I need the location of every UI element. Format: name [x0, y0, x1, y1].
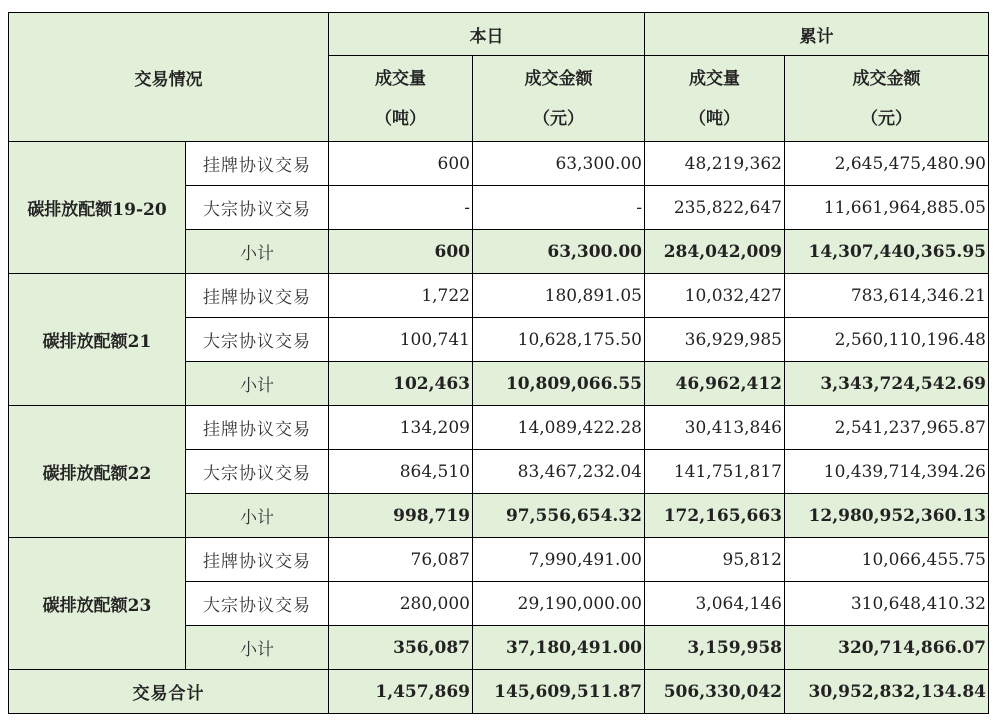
- cell-c-vol: 141,751,817: [645, 450, 785, 494]
- cell-d-vol: 134,209: [329, 406, 473, 450]
- cell-d-vol: 76,087: [329, 538, 473, 582]
- cell-d-amt: 7,990,491.00: [473, 538, 645, 582]
- cell-d-amt: 10,809,066.55: [473, 362, 645, 406]
- amount-unit: （元）: [861, 108, 912, 129]
- subtotal-label: 小计: [186, 626, 329, 670]
- amount-label: 成交金额: [852, 68, 921, 89]
- total-d-amt: 145,609,511.87: [473, 670, 645, 714]
- header-today-amount: [473, 56, 645, 142]
- group-name: 碳排放配额21: [9, 274, 186, 406]
- cell-d-vol: -: [329, 186, 473, 230]
- cell-d-vol: 864,510: [329, 450, 473, 494]
- cell-c-amt: 11,661,964,885.05: [785, 186, 989, 230]
- cell-d-amt: 83,467,232.04: [473, 450, 645, 494]
- cell-c-amt: 2,560,110,196.48: [785, 318, 989, 362]
- subtotal-label: 小计: [186, 362, 329, 406]
- cell-c-vol: 10,032,427: [645, 274, 785, 318]
- cell-d-amt: 37,180,491.00: [473, 626, 645, 670]
- cell-c-vol: 235,822,647: [645, 186, 785, 230]
- subtotal-label: 小计: [186, 494, 329, 538]
- cell-c-amt: 320,714,866.07: [785, 626, 989, 670]
- cell-d-amt: 63,300.00: [473, 230, 645, 274]
- cell-d-vol: 600: [329, 142, 473, 186]
- cell-c-amt: 10,066,455.75: [785, 538, 989, 582]
- total-c-vol: 506,330,042: [645, 670, 785, 714]
- trade-type: 挂牌协议交易: [186, 406, 329, 450]
- trade-type: 大宗协议交易: [186, 450, 329, 494]
- trade-type: 挂牌协议交易: [186, 274, 329, 318]
- trade-type: 大宗协议交易: [186, 186, 329, 230]
- cell-c-vol: 36,929,985: [645, 318, 785, 362]
- cell-c-vol: 3,159,958: [645, 626, 785, 670]
- cell-c-vol: 46,962,412: [645, 362, 785, 406]
- table-body: [9, 142, 989, 714]
- cell-c-amt: 783,614,346.21: [785, 274, 989, 318]
- header-cumulative-volume: [645, 56, 785, 142]
- cell-d-amt: 63,300.00: [473, 142, 645, 186]
- cell-c-amt: 2,645,475,480.90: [785, 142, 989, 186]
- cell-c-vol: 3,064,146: [645, 582, 785, 626]
- table-row: [9, 406, 989, 450]
- cell-c-vol: 48,219,362: [645, 142, 785, 186]
- cell-d-vol: 1,722: [329, 274, 473, 318]
- total-c-amt: 30,952,832,134.84: [785, 670, 989, 714]
- volume-unit: （吨）: [689, 108, 740, 129]
- header-today-volume: [329, 56, 473, 142]
- cell-d-vol: 100,741: [329, 318, 473, 362]
- total-label: 交易合计: [9, 670, 329, 714]
- cell-c-vol: 284,042,009: [645, 230, 785, 274]
- volume-label: 成交量: [689, 68, 740, 89]
- cell-c-amt: 310,648,410.32: [785, 582, 989, 626]
- header-corner: 交易情况: [9, 13, 329, 142]
- cell-d-amt: 14,089,422.28: [473, 406, 645, 450]
- cell-c-vol: 172,165,663: [645, 494, 785, 538]
- cell-d-amt: 29,190,000.00: [473, 582, 645, 626]
- cell-c-vol: 30,413,846: [645, 406, 785, 450]
- amount-unit: （元）: [533, 108, 584, 129]
- table-row: [9, 142, 989, 186]
- cell-c-amt: 14,307,440,365.95: [785, 230, 989, 274]
- cell-c-amt: 3,343,724,542.69: [785, 362, 989, 406]
- cell-c-vol: 95,812: [645, 538, 785, 582]
- cell-d-amt: -: [473, 186, 645, 230]
- header-cumulative-amount: [785, 56, 989, 142]
- trade-type: 挂牌协议交易: [186, 142, 329, 186]
- trading-summary-table: [8, 12, 989, 714]
- cell-d-vol: 102,463: [329, 362, 473, 406]
- subtotal-label: 小计: [186, 230, 329, 274]
- header-cumulative: 累计: [645, 13, 989, 56]
- group-name: 碳排放配额23: [9, 538, 186, 670]
- total-d-vol: 1,457,869: [329, 670, 473, 714]
- group-name: 碳排放配额22: [9, 406, 186, 538]
- cell-c-amt: 2,541,237,965.87: [785, 406, 989, 450]
- cell-d-vol: 600: [329, 230, 473, 274]
- trade-type: 大宗协议交易: [186, 582, 329, 626]
- cell-c-amt: 12,980,952,360.13: [785, 494, 989, 538]
- cell-c-amt: 10,439,714,394.26: [785, 450, 989, 494]
- cell-d-vol: 356,087: [329, 626, 473, 670]
- total-row: [9, 670, 989, 714]
- trade-type: 大宗协议交易: [186, 318, 329, 362]
- trade-type: 挂牌协议交易: [186, 538, 329, 582]
- cell-d-amt: 180,891.05: [473, 274, 645, 318]
- volume-unit: （吨）: [375, 108, 426, 129]
- table-row: [9, 274, 989, 318]
- cell-d-vol: 998,719: [329, 494, 473, 538]
- cell-d-vol: 280,000: [329, 582, 473, 626]
- cell-d-amt: 97,556,654.32: [473, 494, 645, 538]
- header-today: 本日: [329, 13, 645, 56]
- table-row: [9, 538, 989, 582]
- group-name: 碳排放配额19-20: [9, 142, 186, 274]
- amount-label: 成交金额: [524, 68, 593, 89]
- cell-d-amt: 10,628,175.50: [473, 318, 645, 362]
- volume-label: 成交量: [375, 68, 426, 89]
